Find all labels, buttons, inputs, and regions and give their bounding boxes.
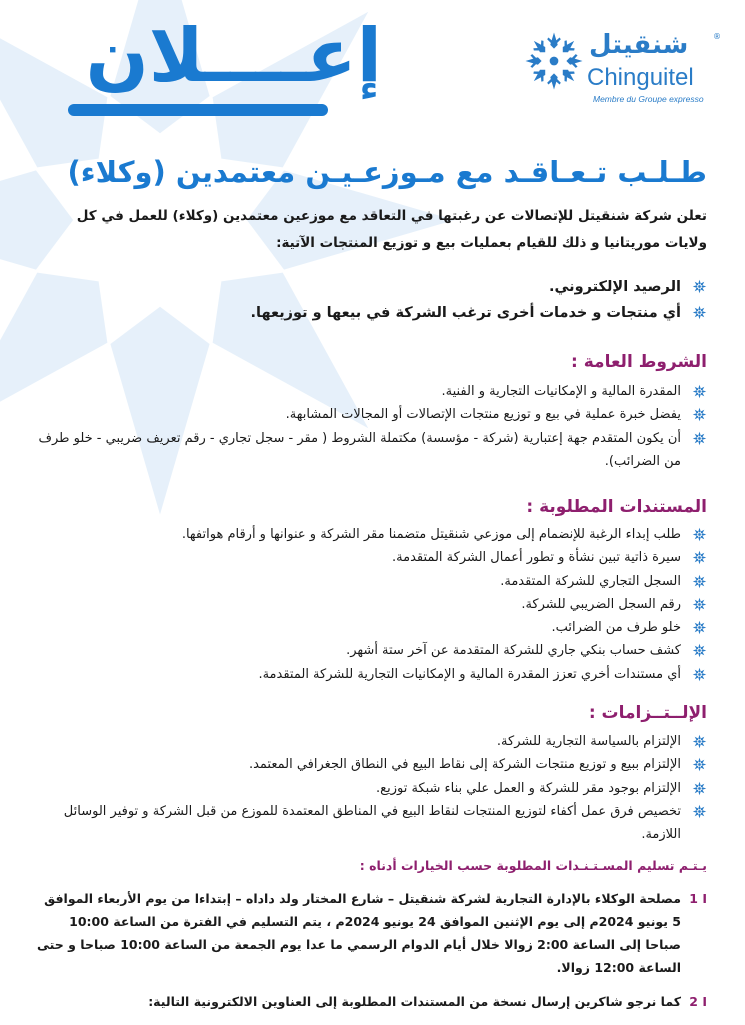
- logo-tagline: Membre du Groupe expresso: [593, 94, 704, 104]
- list-item: السجل التجاري للشركة المتقدمة.: [35, 570, 707, 593]
- snowflake-bullet-icon: [692, 384, 707, 399]
- list-item: يفضل خبرة عملية في بيع و توزيع منتجات الإتصالات أو المجالات المشابهة.: [35, 403, 707, 426]
- option-number: 1 I: [689, 891, 707, 906]
- registered-mark: ®: [713, 32, 721, 41]
- delivery-option: [35, 990, 707, 1013]
- snowflake-bullet-icon: [692, 643, 707, 658]
- list-item: تخصيص فرق عمل أكفاء لتوزيع المنتجات لنقاط البيع في المناطق المعتمدة للموزع من قبل الشركة و توفير الوسائل اللازمة.: [35, 800, 707, 847]
- snowflake-bullet-icon: [692, 279, 707, 294]
- commitments-title: الإلــتــزامات :: [588, 703, 707, 723]
- document-title: طـلـب تـعـاقـد مع مـوزعـيـن معتمدين (وكلاء): [67, 155, 707, 189]
- option-text: مصلحة الوكلاء بالإدارة التجارية لشركة شنقيتل – شارع المختار ولد داداه – إبتداءا من يوم الأربعاء الموافق 5 يونيو 2024م إلى يوم الإثنين الموافق 24 يونيو 2024م ، يتم التسليم في الفترة من الساعة 10:00 صباحا إلى الساعة 2:00 زوالا خلال أيام الدوام الرسمي ما عدا يوم الجمعة من الساعة 10:00 صباحا و حتى الساعة 12:00 زوالا.: [37, 891, 681, 975]
- intro-paragraph: تعلن شركة شنقيتل للإتصالات عن رغبتها في التعاقد مع موزعين معتمدين (وكلاء) للعمل في كل ولايات موريتانيا و ذلك للقيام بعمليات بيع و توزيع المنتجات الآتية:: [76, 208, 707, 251]
- list-item: المقدرة المالية و الإمكانيات التجارية و الفنية.: [35, 380, 707, 403]
- list-item: كشف حساب بنكي جاري للشركة المتقدمة عن آخر ستة أشهر.: [35, 639, 707, 662]
- list-item: رقم السجل الضريبي للشركة.: [35, 593, 707, 616]
- snowflake-bullet-icon: [692, 620, 707, 635]
- announcement-text: إعــــلان: [85, 13, 382, 99]
- delivery-option: [35, 887, 707, 979]
- snowflake-bullet-icon: [692, 667, 707, 682]
- announcement-heading: [62, 13, 382, 128]
- chinguitel-logo: [523, 28, 723, 108]
- list-item: سيرة ذاتية تبين نشأة و تطور أعمال الشركة المتقدمة.: [35, 546, 707, 569]
- snowflake-bullet-icon: [692, 781, 707, 796]
- snowflake-bullet-icon: [692, 734, 707, 749]
- option-text: كما نرجو شاكرين إرسال نسخة من المستندات المطلوبة إلى العناوين الالكترونية التالية:: [148, 994, 681, 1009]
- snowflake-bullet-icon: [692, 431, 707, 446]
- announcement-underline: [68, 104, 328, 116]
- snowflake-bullet-icon: [692, 550, 707, 565]
- list-item: الرصيد الإلكتروني.: [35, 274, 707, 300]
- general-conditions-list: [35, 380, 707, 473]
- snowflake-bullet-icon: [692, 597, 707, 612]
- list-item: أن يكون المتقدم جهة إعتبارية (شركة - مؤسسة) مكتملة الشروط ( مقر - سجل تجاري - رقم تعريف ضريبي - خلو طرف من الضرائب).: [35, 427, 707, 474]
- list-item: طلب إبداء الرغبة للإنضمام إلى موزعي شنقيتل متضمنا مقر الشركة و عنوانها و أرقام هواتفها.: [35, 523, 707, 546]
- snowflake-bullet-icon: [692, 527, 707, 542]
- snowflake-bullet-icon: [692, 305, 707, 320]
- general-conditions-title: الشروط العامة :: [571, 352, 707, 372]
- delivery-options-title: يـتـم تسليم المسـتـنـدات المطلوبة حسب الخيارات أدناه :: [359, 858, 707, 873]
- snowflake-bullet-icon: [692, 757, 707, 772]
- list-item: الإلتزام بوجود مقر للشركة و العمل علي بناء شبكة توزيع.: [35, 777, 707, 800]
- required-documents-list: [35, 523, 707, 686]
- list-item: خلو طرف من الضرائب.: [35, 616, 707, 639]
- list-item: أي مستندات أخري تعزز المقدرة المالية و الإمكانيات التجارية للشركة المتقدمة.: [35, 663, 707, 686]
- required-documents-title: المستندات المطلوبة :: [526, 497, 707, 517]
- list-item: الإلتزام بالسياسة التجارية للشركة.: [35, 730, 707, 753]
- list-item: أي منتجات و خدمات أخرى ترغب الشركة في بيعها و توزيعها.: [35, 300, 707, 326]
- products-list: [35, 274, 707, 326]
- logo-arabic-text: شنقيتل: [589, 30, 689, 60]
- snowflake-bullet-icon: [692, 407, 707, 422]
- option-number: 2 I: [689, 994, 707, 1009]
- snowflake-star-icon: [523, 30, 585, 92]
- list-item: الإلتزام ببيع و توزيع منتجات الشركة إلى نقاط البيع في النطاق الجغرافي المعتمد.: [35, 753, 707, 776]
- snowflake-bullet-icon: [692, 804, 707, 819]
- logo-latin-text: Chinguitel: [587, 64, 694, 91]
- commitments-list: [35, 730, 707, 846]
- snowflake-bullet-icon: [692, 574, 707, 589]
